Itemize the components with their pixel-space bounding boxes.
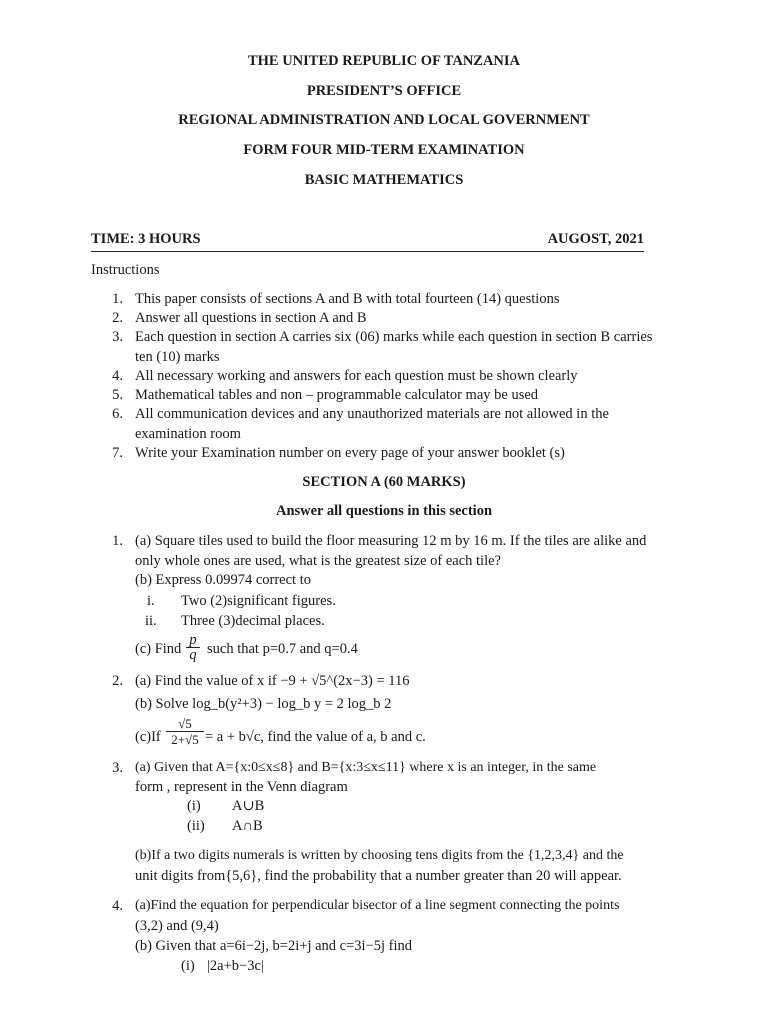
q3-a-i-number: (i) <box>187 798 201 814</box>
q1-c-fraction: p q <box>186 633 200 662</box>
instruction-item-continued: ten (10) marks <box>135 349 220 365</box>
instruction-item: Answer all questions in section A and B <box>135 310 367 326</box>
instruction-number: 1. <box>112 291 123 307</box>
header-exam-title: FORM FOUR MID-TERM EXAMINATION <box>243 142 525 158</box>
header-office: PRESIDENT’S OFFICE <box>306 83 462 99</box>
q1-part-a-line2: only whole ones are used, what is the greatest size of each tile? <box>135 553 501 569</box>
q1-part-c-label: (c) Find <box>135 641 182 657</box>
instruction-item: All communication devices and any unauthorized materials are not allowed in the <box>135 406 609 422</box>
q4-b-i: |2a+b−3c| <box>207 958 264 974</box>
instruction-item: All necessary working and answers for each question must be shown clearly <box>135 368 578 384</box>
instruction-number: 5. <box>112 387 123 403</box>
instruction-number: 4. <box>112 368 123 384</box>
q3-part-a-line1: (a) Given that A={x:0≤x≤8} and B={x:3≤x≤11} where x is an integer, in the same <box>135 760 597 775</box>
q1-part-a-line1: (a) Square tiles used to build the floor measuring 12 m by 16 m. If the tiles are alike and <box>135 533 647 549</box>
q4-part-a-line1: (a)Find the equation for perpendicular bisector of a line segment connecting the points <box>135 898 620 913</box>
q3-a-ii-number: (ii) <box>187 818 205 834</box>
header-department: REGIONAL ADMINISTRATION AND LOCAL GOVERNMENT <box>178 112 590 128</box>
time-date-line <box>91 231 644 252</box>
q2-part-c-equation: = a + b√c, find the value of a, b and c. <box>205 729 426 745</box>
q3-a-i: A∪B <box>232 798 265 814</box>
instruction-number: 6. <box>112 406 123 422</box>
instruction-number: 2. <box>112 310 123 326</box>
header-subject: BASIC MATHEMATICS <box>304 172 464 188</box>
date-label: AUGOST, 2021 <box>547 231 644 247</box>
question-number: 3. <box>112 760 123 776</box>
instruction-item: Each question in section A carries six (06) marks while each question in section B carries <box>135 329 653 345</box>
question-number: 1. <box>112 533 123 549</box>
instruction-number: 3. <box>112 329 123 345</box>
q2-part-a: (a) Find the value of x if −9 + √5^(2x−3) = 116 <box>135 673 410 689</box>
question-number: 4. <box>112 898 123 914</box>
section-a-title: SECTION A (60 MARKS) <box>302 474 466 490</box>
instruction-item: This paper consists of sections A and B with total fourteen (14) questions <box>135 291 560 307</box>
time-label: TIME: 3 HOURS <box>91 231 201 247</box>
q2-part-b: (b) Solve log_b(y²+3) − log_b y = 2 log_b 2 <box>135 696 392 712</box>
q1-part-b: (b) Express 0.09974 correct to <box>135 572 311 588</box>
instruction-number: 7. <box>112 445 123 461</box>
q1-b-ii-number: ii. <box>145 613 157 629</box>
section-a-subtitle: Answer all questions in this section <box>275 503 493 519</box>
q1-b-i-number: i. <box>147 593 155 609</box>
q2-c-fraction: √5 2+√5 <box>166 716 204 747</box>
q3-part-b-line2: unit digits from{5,6}, find the probability that a number greater than 20 will appear. <box>135 868 622 884</box>
q1-b-ii: Three (3)decimal places. <box>181 613 325 629</box>
header-country: THE UNITED REPUBLIC OF TANZANIA <box>247 53 521 69</box>
q3-part-a-line2: form , represent in the Venn diagram <box>135 779 348 795</box>
q4-part-a-line2: (3,2) and (9,4) <box>135 918 219 934</box>
q4-b-i-number: (i) <box>181 958 195 974</box>
q2-part-c-label: (c)If <box>135 729 161 745</box>
q3-part-b-line1: (b)If a two digits numerals is written by choosing tens digits from the {1,2,3,4} and the <box>135 848 624 863</box>
instruction-item: Write your Examination number on every page of your answer booklet (s) <box>135 445 565 461</box>
q1-part-c-condition: such that p=0.7 and q=0.4 <box>207 641 358 657</box>
q4-part-b: (b) Given that a=6i−2j, b=2i+j and c=3i−5j find <box>135 938 412 954</box>
q1-b-i: Two (2)significant figures. <box>181 593 336 609</box>
instruction-item: Mathematical tables and non – programmable calculator may be used <box>135 387 539 403</box>
question-number: 2. <box>112 673 123 689</box>
instructions-title: Instructions <box>91 262 160 278</box>
q3-a-ii: A∩B <box>232 818 263 834</box>
instruction-item-continued: examination room <box>135 426 241 442</box>
